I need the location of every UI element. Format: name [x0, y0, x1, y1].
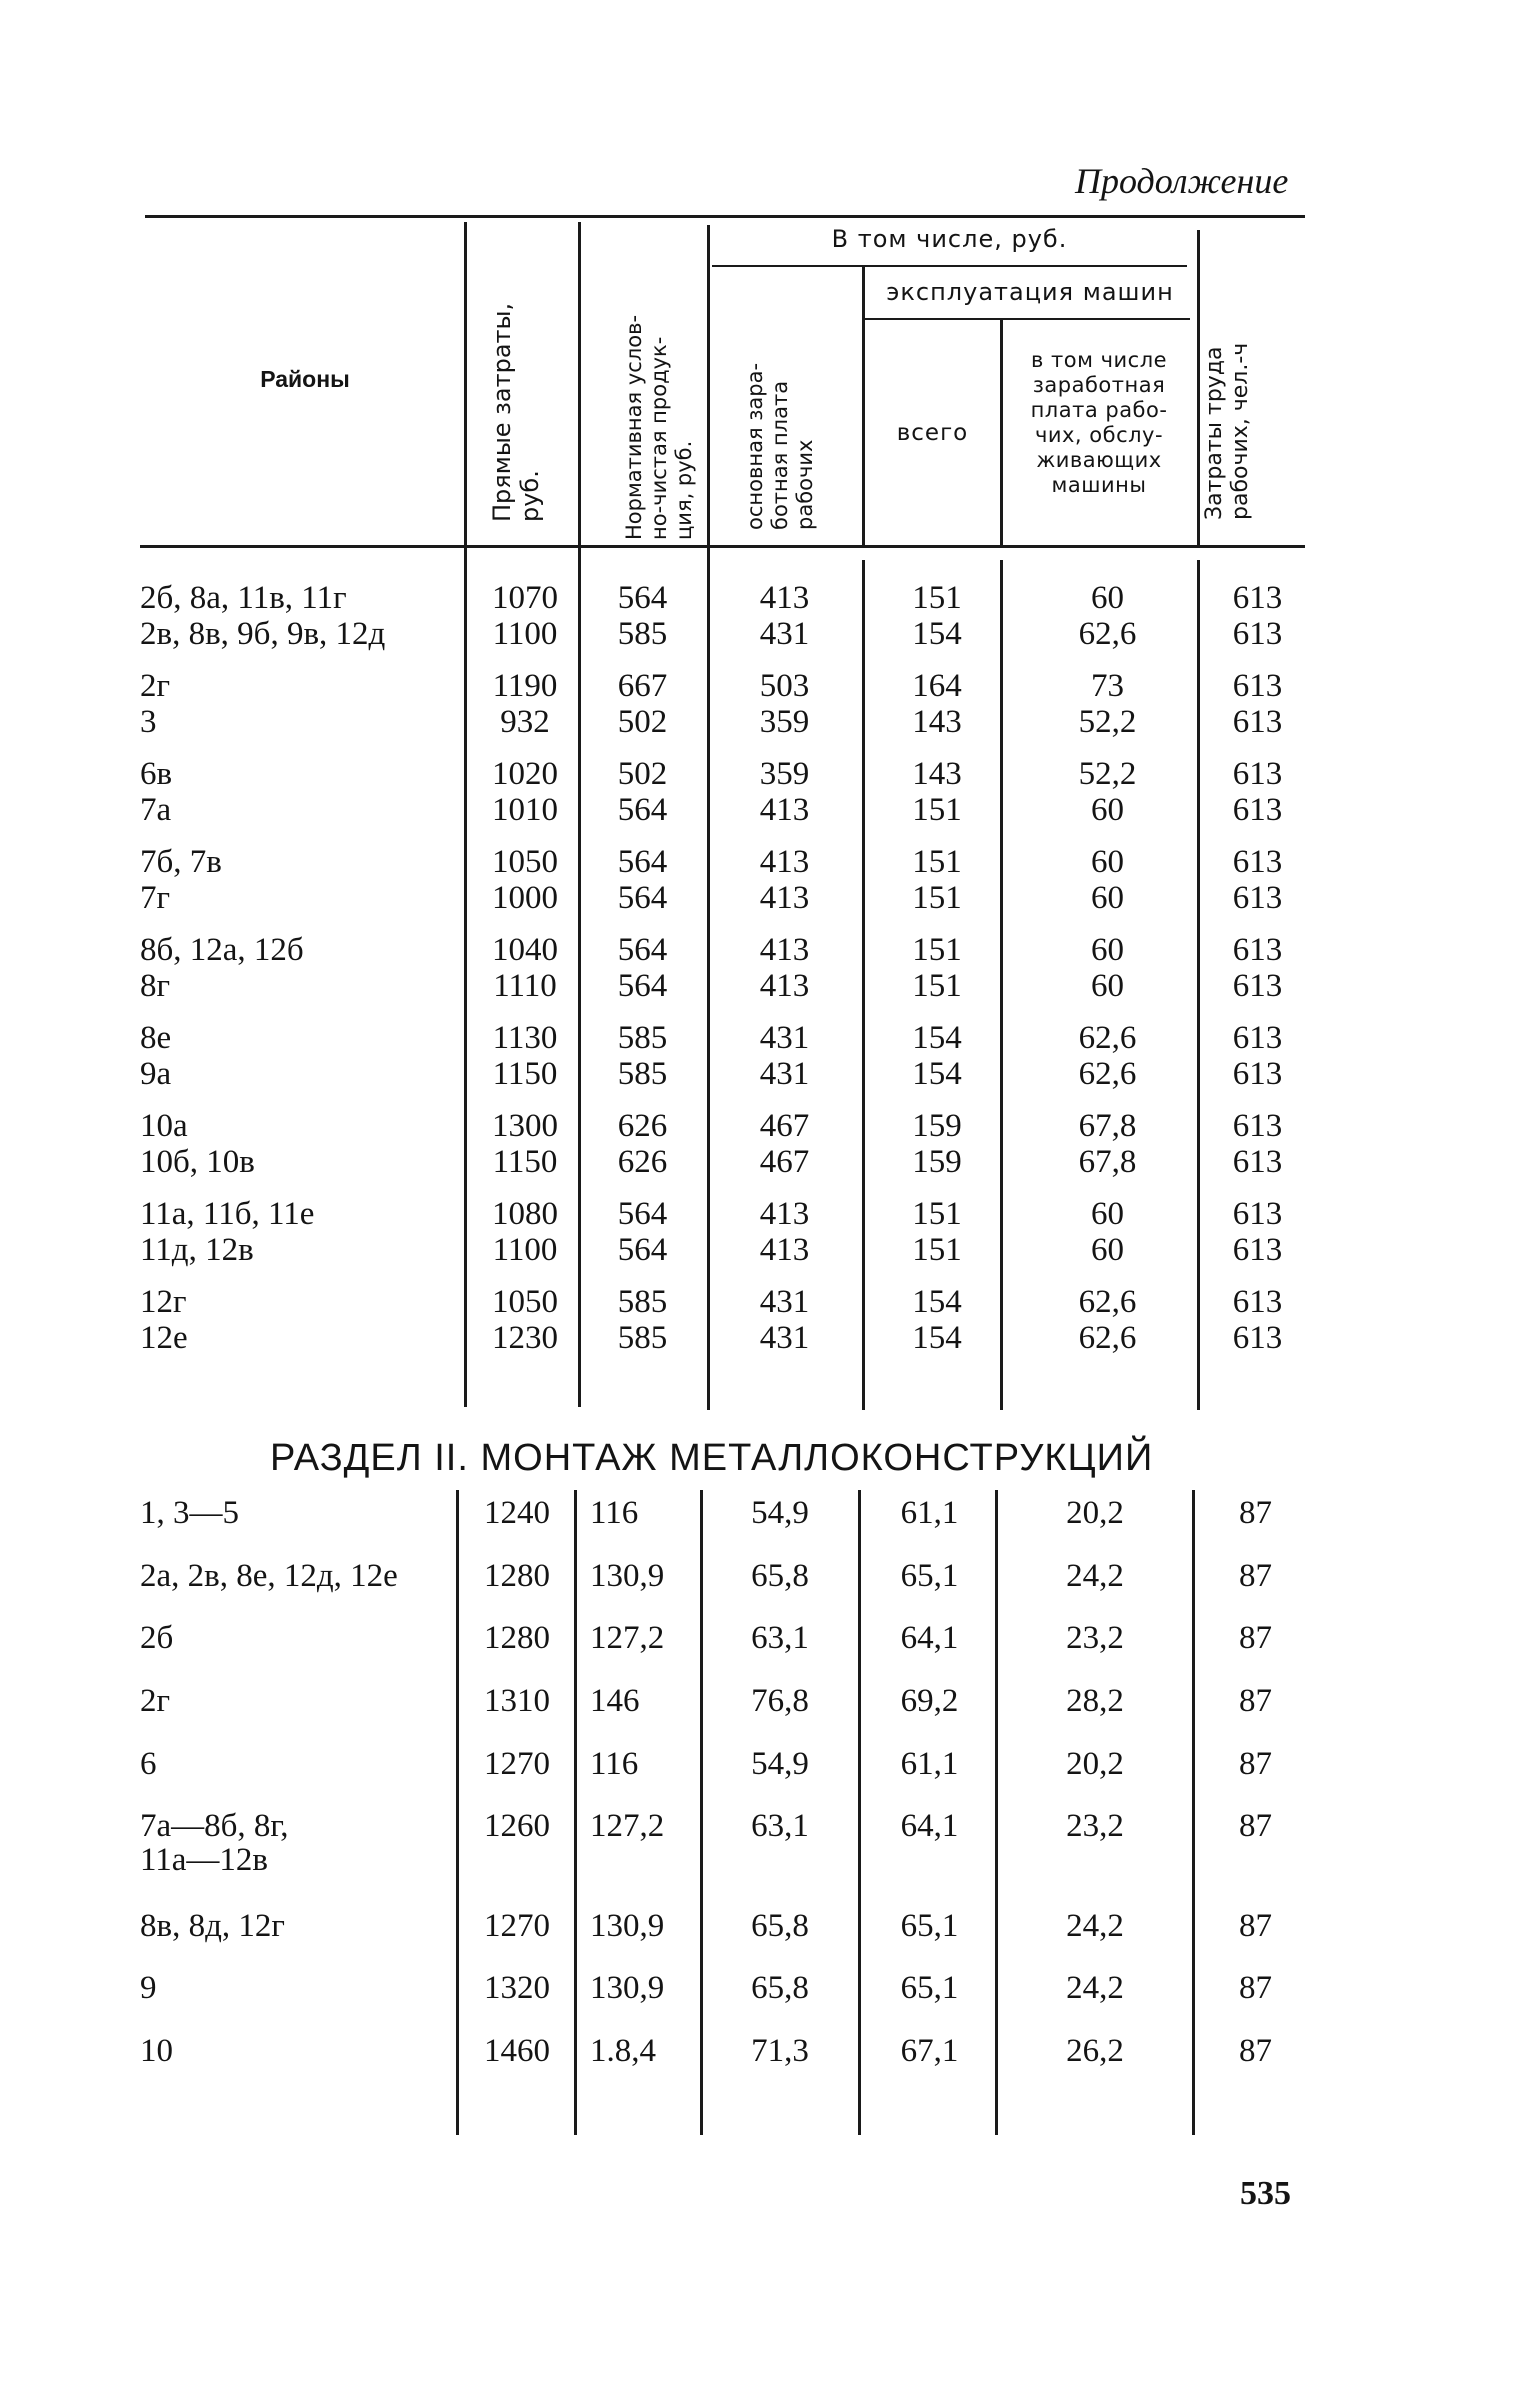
value-cell: 1310 — [484, 1683, 550, 1719]
value-cell: 127,2 — [590, 1620, 665, 1656]
value-cell: 1070 — [492, 580, 558, 616]
value-cell: 65,1 — [900, 1558, 959, 1594]
value-cell: 67,8 — [1078, 1108, 1137, 1144]
value-cell: 151 — [912, 580, 962, 616]
value-cell: 503 — [759, 668, 810, 704]
table-row — [0, 668, 1519, 704]
value-cell: 20,2 — [1066, 1495, 1124, 1531]
header-total: всего — [896, 420, 969, 446]
value-cell: 467 — [759, 1144, 810, 1180]
value-cell: 564 — [617, 844, 668, 880]
value-cell: 613 — [1232, 1108, 1283, 1144]
table-row — [0, 792, 1519, 828]
district-cell: 12г — [140, 1284, 187, 1320]
value-cell: 54,9 — [751, 1746, 809, 1782]
value-cell: 585 — [617, 1056, 668, 1092]
value-cell: 63,1 — [751, 1808, 809, 1844]
value-cell: 1270 — [484, 1908, 550, 1944]
value-cell: 54,9 — [751, 1495, 809, 1531]
value-cell: 1320 — [484, 1970, 550, 2006]
value-cell: 1280 — [484, 1558, 550, 1594]
value-cell: 431 — [759, 1056, 810, 1092]
value-cell: 1130 — [492, 1020, 558, 1056]
table-row — [0, 704, 1519, 740]
value-cell: 159 — [912, 1108, 962, 1144]
district-cell: 2г — [140, 1683, 171, 1719]
value-cell: 1100 — [492, 1232, 558, 1268]
value-cell: 502 — [617, 704, 668, 740]
value-cell: 1000 — [492, 880, 558, 916]
value-cell: 1110 — [493, 968, 557, 1004]
value-cell: 60 — [1091, 844, 1124, 880]
value-cell: 502 — [617, 756, 668, 792]
value-cell: 1280 — [484, 1620, 550, 1656]
value-cell: 154 — [912, 1284, 962, 1320]
district-cell: 10б, 10в — [140, 1144, 255, 1180]
table-row — [0, 1620, 1519, 1656]
value-cell: 1150 — [492, 1056, 558, 1092]
value-cell: 564 — [617, 580, 668, 616]
value-cell: 431 — [759, 1320, 810, 1356]
value-cell: 65,8 — [751, 1908, 809, 1944]
value-cell: 564 — [617, 932, 668, 968]
value-cell: 564 — [617, 968, 668, 1004]
value-cell: 613 — [1232, 580, 1283, 616]
value-cell: 413 — [759, 1232, 810, 1268]
value-cell: 932 — [500, 704, 550, 740]
value-cell: 116 — [590, 1495, 639, 1531]
value-cell: 62,6 — [1078, 1320, 1137, 1356]
value-cell: 613 — [1232, 792, 1283, 828]
value-cell: 62,6 — [1078, 1020, 1137, 1056]
value-cell: 413 — [759, 580, 810, 616]
value-cell: 431 — [759, 616, 810, 652]
value-cell: 159 — [912, 1144, 962, 1180]
value-cell: 585 — [617, 1284, 668, 1320]
value-cell: 71,3 — [751, 2033, 809, 2069]
table-row — [0, 1746, 1519, 1782]
district-cell: 10а — [140, 1108, 188, 1144]
value-cell: 667 — [617, 668, 668, 704]
table-row — [0, 880, 1519, 916]
value-cell: 127,2 — [590, 1808, 665, 1844]
value-cell: 62,6 — [1078, 1056, 1137, 1092]
value-cell: 151 — [912, 792, 962, 828]
district-cell: 9 — [140, 1970, 157, 2006]
table-row — [0, 1232, 1519, 1268]
value-cell: 61,1 — [900, 1746, 959, 1782]
district-cell: 7г — [140, 880, 171, 916]
value-cell: 154 — [912, 616, 962, 652]
district-cell: 3 — [140, 704, 157, 740]
district-cell: 11а, 11б, 11е — [140, 1196, 315, 1232]
district-cell: 9а — [140, 1056, 172, 1092]
value-cell: 613 — [1232, 1020, 1283, 1056]
district-cell: 8е — [140, 1020, 172, 1056]
district-cell: 7а — [140, 792, 172, 828]
table-row — [0, 932, 1519, 968]
value-cell: 60 — [1091, 792, 1124, 828]
value-cell: 67,1 — [900, 2033, 959, 2069]
table-row — [0, 1970, 1519, 2006]
value-cell: 130,9 — [590, 1908, 665, 1944]
value-cell: 413 — [759, 844, 810, 880]
value-cell: 585 — [617, 1020, 668, 1056]
value-cell: 1010 — [492, 792, 558, 828]
value-cell: 87 — [1239, 1746, 1272, 1782]
value-cell: 63,1 — [751, 1620, 809, 1656]
value-cell: 52,2 — [1078, 756, 1137, 792]
value-cell: 130,9 — [590, 1558, 665, 1594]
value-cell: 626 — [617, 1144, 668, 1180]
value-cell: 87 — [1239, 1970, 1272, 2006]
district-cell: 8б, 12а, 12б — [140, 932, 304, 968]
value-cell: 154 — [912, 1320, 962, 1356]
district-cell: 2б — [140, 1620, 174, 1656]
table-row — [0, 1144, 1519, 1180]
value-cell: 60 — [1091, 932, 1124, 968]
value-cell: 61,1 — [900, 1495, 959, 1531]
value-cell: 1.8,4 — [590, 2033, 656, 2069]
district-cell: 12е — [140, 1320, 188, 1356]
value-cell: 564 — [617, 880, 668, 916]
table-row — [0, 968, 1519, 1004]
table-row — [0, 1808, 1519, 1878]
district-cell: 7а—8б, 8г, — [140, 1808, 289, 1844]
value-cell: 69,2 — [900, 1683, 959, 1719]
value-cell: 87 — [1239, 1908, 1272, 1944]
header-district: Районы — [260, 366, 350, 392]
value-cell: 613 — [1232, 844, 1283, 880]
value-cell: 52,2 — [1078, 704, 1137, 740]
table-row — [0, 1558, 1519, 1594]
district-cell: 8в, 8д, 12г — [140, 1908, 285, 1944]
value-cell: 151 — [912, 880, 962, 916]
value-cell: 564 — [617, 1196, 668, 1232]
value-cell: 87 — [1239, 1558, 1272, 1594]
value-cell: 613 — [1232, 1232, 1283, 1268]
value-cell: 64,1 — [900, 1620, 959, 1656]
district-cell: 2а, 2в, 8е, 12д, 12е — [140, 1558, 398, 1594]
value-cell: 87 — [1239, 2033, 1272, 2069]
value-cell: 20,2 — [1066, 1746, 1124, 1782]
table-row — [0, 1683, 1519, 1719]
header-direct-costs: Прямые затраты, руб. — [488, 302, 544, 522]
page-number: 535 — [1240, 2175, 1291, 2212]
table-row — [0, 1020, 1519, 1056]
value-cell: 60 — [1091, 1232, 1124, 1268]
value-cell: 467 — [759, 1108, 810, 1144]
table-row — [0, 616, 1519, 652]
including-rule — [712, 265, 1187, 267]
value-cell: 431 — [759, 1020, 810, 1056]
value-cell: 1050 — [492, 1284, 558, 1320]
district-cell: 1, 3—5 — [140, 1495, 239, 1531]
value-cell: 23,2 — [1066, 1620, 1124, 1656]
value-cell: 154 — [912, 1056, 962, 1092]
value-cell: 143 — [912, 756, 962, 792]
value-cell: 154 — [912, 1020, 962, 1056]
value-cell: 564 — [617, 1232, 668, 1268]
value-cell: 585 — [617, 616, 668, 652]
value-cell: 60 — [1091, 580, 1124, 616]
value-cell: 1260 — [484, 1808, 550, 1844]
value-cell: 1080 — [492, 1196, 558, 1232]
value-cell: 62,6 — [1078, 1284, 1137, 1320]
table-row — [0, 1908, 1519, 1944]
value-cell: 130,9 — [590, 1970, 665, 2006]
value-cell: 151 — [912, 968, 962, 1004]
value-cell: 1050 — [492, 844, 558, 880]
table-row — [0, 1196, 1519, 1232]
value-cell: 87 — [1239, 1808, 1272, 1844]
value-cell: 1460 — [484, 2033, 550, 2069]
header-base-wage: основная зара- ботная плата рабочих — [743, 362, 817, 530]
value-cell: 613 — [1232, 1284, 1283, 1320]
value-cell: 151 — [912, 844, 962, 880]
header-bottom-rule — [140, 545, 1305, 548]
value-cell: 585 — [617, 1320, 668, 1356]
value-cell: 613 — [1232, 668, 1283, 704]
header-labor-costs: Затраты труда рабочих, чел.-ч — [1202, 342, 1253, 520]
table-row — [0, 844, 1519, 880]
value-cell: 65,8 — [751, 1558, 809, 1594]
value-cell: 413 — [759, 880, 810, 916]
district-cell: 6 — [140, 1746, 157, 1782]
value-cell: 28,2 — [1066, 1683, 1124, 1719]
value-cell: 613 — [1232, 616, 1283, 652]
district-cell: 11д, 12в — [140, 1232, 254, 1268]
value-cell: 413 — [759, 968, 810, 1004]
value-cell: 60 — [1091, 968, 1124, 1004]
value-cell: 613 — [1232, 1196, 1283, 1232]
value-cell: 143 — [912, 704, 962, 740]
value-cell: 26,2 — [1066, 2033, 1124, 2069]
value-cell: 60 — [1091, 1196, 1124, 1232]
header-normative-output: Нормативная услов- но-чистая продук- ция, руб. — [622, 314, 696, 540]
value-cell: 73 — [1091, 668, 1124, 704]
value-cell: 1270 — [484, 1746, 550, 1782]
table-top-rule — [145, 215, 1305, 218]
district-cell: 2б, 8а, 11в, 11г — [140, 580, 347, 616]
value-cell: 151 — [912, 932, 962, 968]
value-cell: 613 — [1232, 1144, 1283, 1180]
value-cell: 146 — [590, 1683, 640, 1719]
table-row — [0, 1495, 1519, 1531]
district-cell: 2г — [140, 668, 171, 704]
value-cell: 1240 — [484, 1495, 550, 1531]
value-cell: 24,2 — [1066, 1908, 1124, 1944]
value-cell: 60 — [1091, 880, 1124, 916]
district-cell-continued: 11а—12в — [140, 1842, 269, 1878]
value-cell: 1100 — [492, 616, 558, 652]
table-row — [0, 1056, 1519, 1092]
value-cell: 626 — [617, 1108, 668, 1144]
table-row — [0, 580, 1519, 616]
machine-rule — [865, 318, 1190, 320]
value-cell: 613 — [1232, 704, 1283, 740]
value-cell: 413 — [759, 792, 810, 828]
value-cell: 116 — [590, 1746, 639, 1782]
column-divider — [862, 265, 865, 545]
table-row — [0, 1320, 1519, 1356]
table-row — [0, 1108, 1519, 1144]
value-cell: 1230 — [492, 1320, 558, 1356]
value-cell: 613 — [1232, 968, 1283, 1004]
table-row — [0, 756, 1519, 792]
value-cell: 151 — [912, 1232, 962, 1268]
value-cell: 76,8 — [751, 1683, 809, 1719]
table-row — [0, 2033, 1519, 2069]
value-cell: 564 — [617, 792, 668, 828]
value-cell: 87 — [1239, 1620, 1272, 1656]
value-cell: 24,2 — [1066, 1970, 1124, 2006]
value-cell: 1040 — [492, 932, 558, 968]
value-cell: 613 — [1232, 932, 1283, 968]
value-cell: 613 — [1232, 756, 1283, 792]
district-cell: 2в, 8в, 9б, 9в, 12д — [140, 616, 386, 652]
value-cell: 24,2 — [1066, 1558, 1124, 1594]
value-cell: 23,2 — [1066, 1808, 1124, 1844]
value-cell: 1190 — [492, 668, 558, 704]
value-cell: 613 — [1232, 1056, 1283, 1092]
column-divider — [1197, 230, 1200, 545]
table-row — [0, 1284, 1519, 1320]
value-cell: 413 — [759, 1196, 810, 1232]
district-cell: 8г — [140, 968, 171, 1004]
district-cell: 10 — [140, 2033, 173, 2069]
value-cell: 1020 — [492, 756, 558, 792]
header-including-wage: в том числе заработная плата рабо- чих, обслу- живающих машины — [1030, 348, 1168, 497]
value-cell: 413 — [759, 932, 810, 968]
value-cell: 87 — [1239, 1683, 1272, 1719]
section-title: РАЗДЕЛ II. МОНТАЖ МЕТАЛЛОКОНСТРУКЦИЙ — [270, 1437, 1154, 1479]
value-cell: 87 — [1239, 1495, 1272, 1531]
value-cell: 65,1 — [900, 1908, 959, 1944]
value-cell: 359 — [759, 704, 810, 740]
value-cell: 65,1 — [900, 1970, 959, 2006]
header-machine-operation: эксплуатация машин — [886, 278, 1174, 306]
district-cell: 6в — [140, 756, 173, 792]
value-cell: 65,8 — [751, 1970, 809, 2006]
header-including: В том числе, руб. — [831, 225, 1068, 253]
value-cell: 1300 — [492, 1108, 558, 1144]
value-cell: 67,8 — [1078, 1144, 1137, 1180]
value-cell: 431 — [759, 1284, 810, 1320]
value-cell: 64,1 — [900, 1808, 959, 1844]
district-cell: 7б, 7в — [140, 844, 222, 880]
value-cell: 151 — [912, 1196, 962, 1232]
value-cell: 62,6 — [1078, 616, 1137, 652]
value-cell: 613 — [1232, 1320, 1283, 1356]
value-cell: 164 — [912, 668, 962, 704]
value-cell: 359 — [759, 756, 810, 792]
value-cell: 1150 — [492, 1144, 558, 1180]
value-cell: 613 — [1232, 880, 1283, 916]
continuation-label: Продолжение — [1075, 161, 1289, 201]
